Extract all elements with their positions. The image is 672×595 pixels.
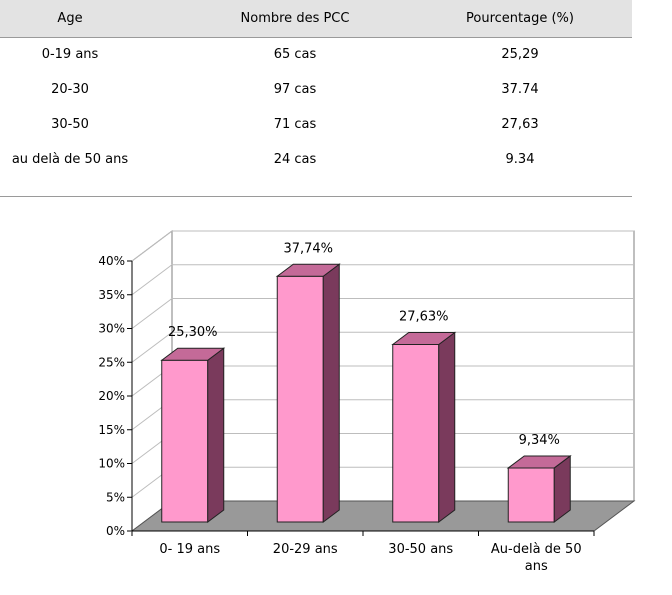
y-tick-label: 0%	[105, 524, 125, 538]
table-row	[0, 107, 632, 142]
bar	[162, 360, 208, 522]
y-tick-label: 40%	[98, 254, 125, 268]
bar-side	[439, 332, 455, 522]
y-tick-label: 25%	[98, 355, 125, 370]
bar	[508, 468, 554, 522]
table-row	[0, 37, 632, 72]
table-header	[0, 0, 632, 38]
bar	[277, 276, 323, 522]
bar-side	[323, 264, 339, 522]
cell-percentage: 37.74	[501, 82, 539, 97]
cell-percentage: 25,29	[501, 47, 539, 62]
y-tick-label: 30%	[98, 321, 125, 336]
cell-percentage: 27,63	[501, 117, 539, 132]
y-tick-label: 35%	[98, 287, 125, 302]
x-tick-label: 0- 19 ans	[159, 542, 221, 557]
cell-age: 20-30	[51, 82, 89, 97]
header-age: Age	[57, 11, 83, 26]
y-tick-label: 5%	[105, 490, 125, 505]
header-percentage: Pourcentage (%)	[466, 11, 574, 26]
x-tick-label: 30-50 ans	[388, 542, 454, 557]
cell-count: 97 cas	[273, 82, 317, 97]
table-bottom-rule	[0, 196, 632, 197]
cell-age: au delà de 50 ans	[11, 152, 129, 167]
y-tick-label: 10%	[98, 456, 125, 471]
bar-chart	[0, 200, 672, 595]
bar-side	[208, 348, 224, 522]
cell-age: 0-19 ans	[41, 47, 99, 62]
table-row	[0, 142, 632, 177]
table-row	[0, 72, 632, 107]
header-count: Nombre des PCC	[240, 11, 350, 26]
bar	[393, 344, 439, 522]
x-tick-label: 20-29 ans	[272, 542, 338, 557]
cell-percentage: 9.34	[505, 152, 535, 167]
data-label: 9,34%	[518, 432, 560, 448]
cell-count: 71 cas	[273, 117, 317, 132]
cell-count: 65 cas	[273, 47, 317, 62]
data-table	[0, 0, 632, 197]
data-label: 37,74%	[283, 241, 334, 257]
cell-age: 30-50	[51, 117, 89, 132]
data-label: 27,63%	[398, 309, 449, 325]
y-tick-label: 20%	[98, 389, 125, 403]
data-label: 25,30%	[167, 325, 218, 341]
cell-count: 24 cas	[273, 152, 317, 167]
y-tick-label: 15%	[98, 422, 125, 437]
x-tick-label: Au-delà de 50 ans	[490, 542, 582, 574]
